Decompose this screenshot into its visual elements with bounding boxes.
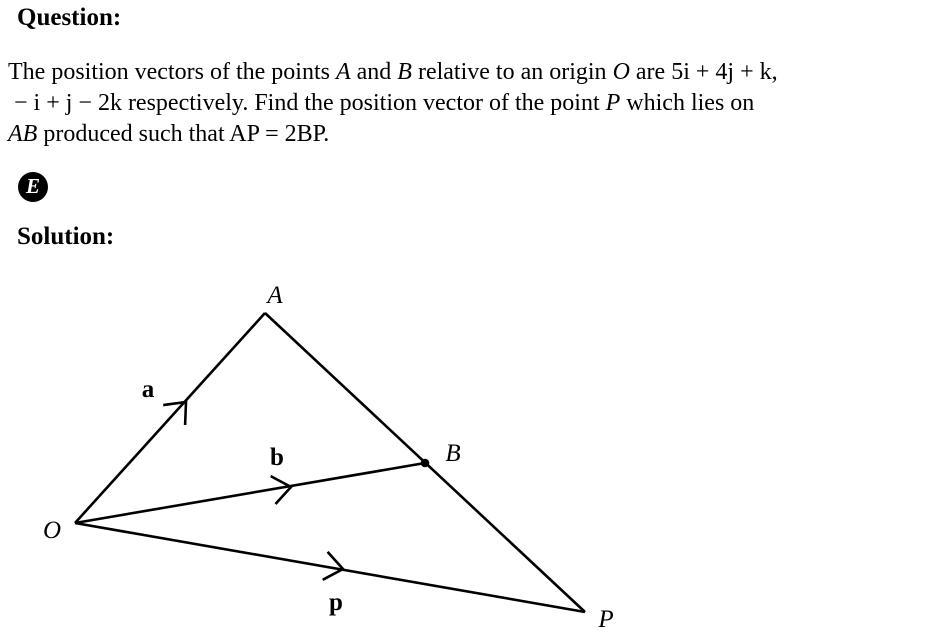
text-segment: produced such that AP = 2BP. <box>37 121 330 147</box>
text-segment: The position vectors of the points <box>8 59 336 85</box>
vertex-label-P: P <box>598 606 614 633</box>
text-segment: − i + j − 2k respectively. Find the position vector of the point <box>8 90 606 116</box>
vertex-label-O: O <box>42 517 62 544</box>
math-variable: B <box>397 59 412 85</box>
vector-label-a: a <box>141 376 155 403</box>
text-segment: which lies on <box>620 90 755 116</box>
vertex-label-B: B <box>445 440 461 467</box>
text-segment: and <box>350 59 398 85</box>
solution-heading: Solution: <box>17 223 115 250</box>
math-variable: P <box>605 90 621 116</box>
question-heading: Question: <box>17 4 122 31</box>
vertex-label-A: A <box>267 282 283 309</box>
example-badge-letter: E <box>25 173 40 198</box>
math-variable: AB <box>8 121 38 147</box>
point-dot-B <box>421 459 430 468</box>
diagram-edge-OB <box>75 463 425 523</box>
vector-label-p: p <box>329 589 343 616</box>
text-segment: are 5i + 4j + k, <box>629 59 778 85</box>
math-variable: O <box>612 59 630 85</box>
diagram-edge-OA <box>75 313 265 523</box>
vector-label-b: b <box>270 444 284 471</box>
text-segment: relative to an origin <box>411 59 613 85</box>
math-variable: A <box>335 59 351 85</box>
